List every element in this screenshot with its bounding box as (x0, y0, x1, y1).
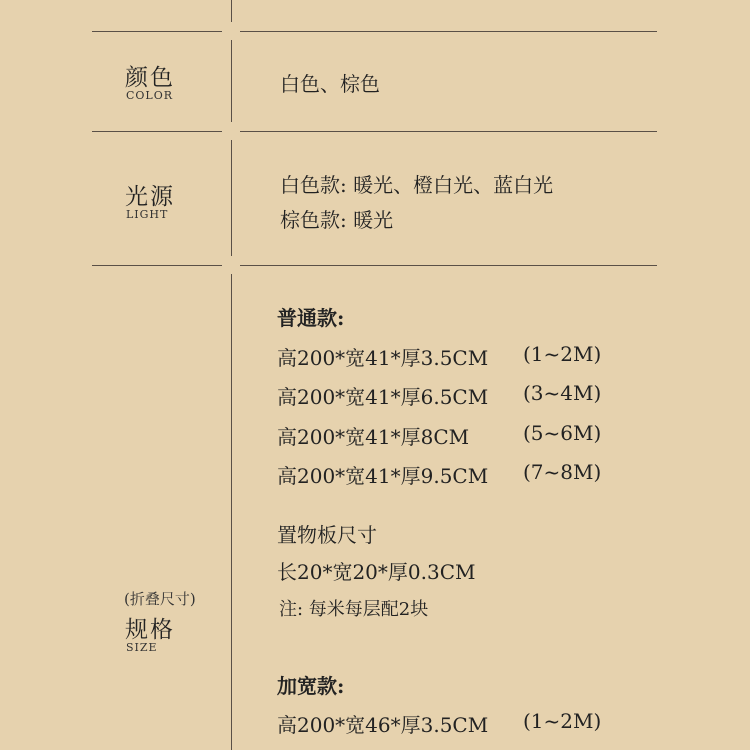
size-label-en: SIZE (126, 641, 158, 654)
shelf-dim: 长20*宽20*厚0.3CM (277, 560, 476, 584)
color-value: 白色、棕色 (280, 72, 380, 96)
standard-dim-4: 高200*宽41*厚9.5CM (277, 464, 489, 488)
top-divider-vertical (231, 0, 232, 22)
size-divider-vertical (231, 274, 232, 750)
light-line-white: 白色款: 暖光、橙白光、蓝白光 (280, 173, 554, 197)
divider-row3-right (240, 265, 657, 266)
standard-dim-3: 高200*宽41*厚8CM (277, 425, 470, 449)
shelf-note: 注: 每米每层配2块 (279, 599, 429, 620)
divider-row2-right (240, 131, 657, 132)
light-divider-vertical (231, 140, 232, 256)
wide-range-1: (1~2M) (523, 709, 602, 733)
color-divider-vertical (231, 40, 232, 122)
size-label-folded: (折叠尺寸) (124, 590, 196, 608)
divider-row1-right (240, 31, 657, 32)
color-label-zh: 颜色 (125, 65, 175, 91)
wide-title: 加宽款: (277, 674, 345, 698)
light-label-zh: 光源 (125, 184, 175, 210)
light-label-en: LIGHT (126, 208, 169, 221)
standard-dim-1: 高200*宽41*厚3.5CM (277, 346, 489, 370)
standard-title: 普通款: (277, 306, 345, 330)
standard-range-2: (3~4M) (523, 381, 602, 405)
color-label-en: COLOR (126, 89, 174, 102)
standard-dim-2: 高200*宽41*厚6.5CM (277, 385, 489, 409)
standard-range-1: (1~2M) (523, 342, 602, 366)
shelf-title: 置物板尺寸 (277, 523, 377, 547)
divider-row1-left (92, 31, 222, 32)
standard-range-3: (5~6M) (523, 421, 602, 445)
divider-row3-left (92, 265, 222, 266)
wide-dim-1: 高200*宽46*厚3.5CM (277, 713, 489, 737)
standard-range-4: (7~8M) (523, 460, 602, 484)
size-label-zh: 规格 (125, 617, 175, 643)
light-line-brown: 棕色款: 暖光 (280, 208, 394, 232)
divider-row2-left (92, 131, 222, 132)
